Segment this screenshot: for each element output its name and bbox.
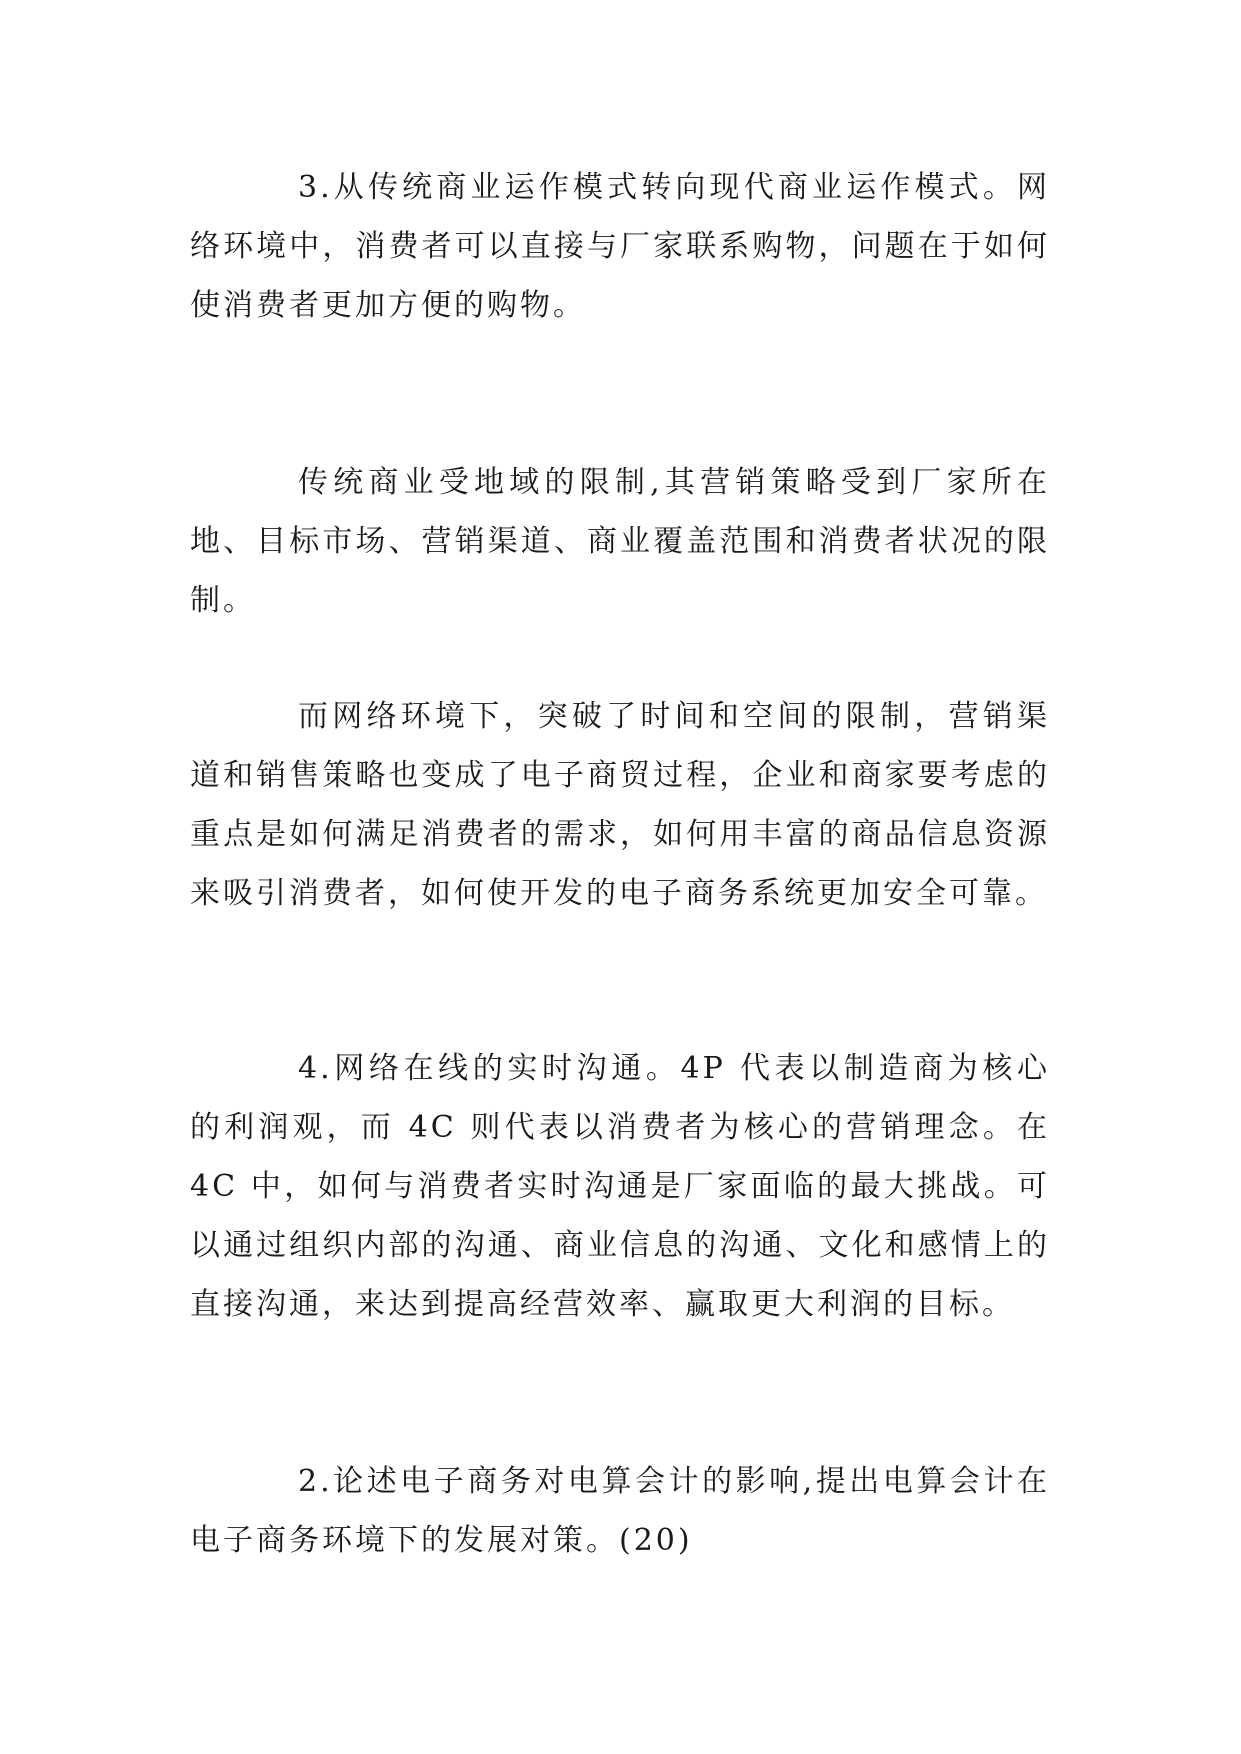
paragraph-traditional-to-modern-commerce: 3.从传统商业运作模式转向现代商业运作模式。网络环境中，消费者可以直接与厂家联系购物，问题在于如何使消费者更加方便的购物。 xyxy=(190,170,1050,323)
paragraph-network-environment: 而网络环境下，突破了时间和空间的限制，营销渠道和销售策略也变成了电子商贸过程，企业和商家要考虑的重点是如何满足消费者的需求，如何用丰富的商品信息资源来吸引消费者，如何使开发的电子商务系统更加安全可靠。 xyxy=(190,699,1050,911)
paragraph-realtime-communication: 4.网络在线的实时沟通。4P 代表以制造商为核心的利润观，而 4C 则代表以消费者为核心的营销理念。在 4C 中，如何与消费者实时沟通是厂家面临的最大挑战。可以通过组织内部的沟通、商业信息的沟通、文化和感情上的直接沟通，来达到提高经营效率、赢取更大利润的目标。 xyxy=(190,1051,1050,1322)
paragraph-question-2: 2.论述电子商务对电算会计的影响,提出电算会计在电子商务环境下的发展对策。(20) xyxy=(190,1464,1050,1558)
paragraph-regional-limits: 传统商业受地域的限制,其营销策略受到厂家所在地、目标市场、营销渠道、商业覆盖范围和消费者状况的限制。 xyxy=(190,465,1050,618)
